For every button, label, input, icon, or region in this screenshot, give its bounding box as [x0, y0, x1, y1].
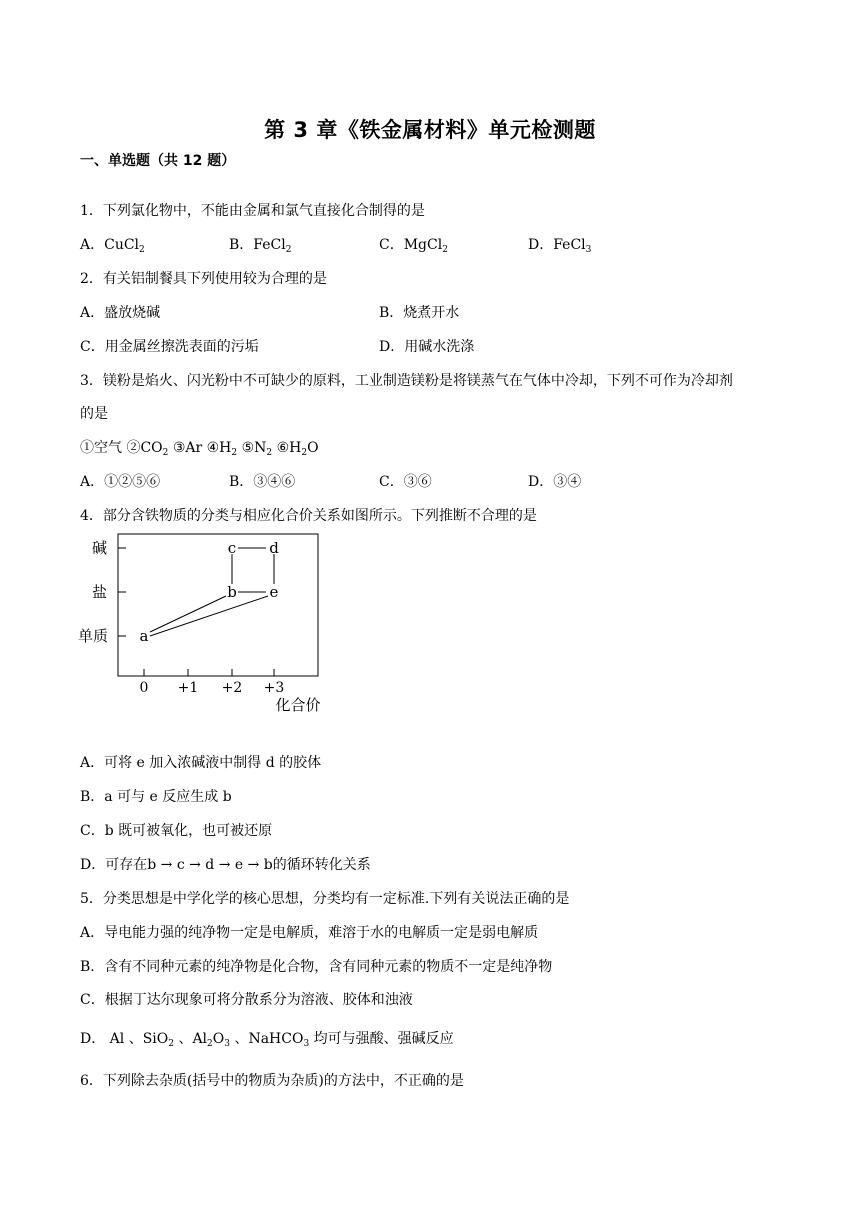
subscript: 2: [231, 448, 238, 458]
section-heading: 一、单选题（共 12 题）: [80, 153, 236, 169]
q2-option-d[interactable]: D．用碱水洗涤: [379, 339, 475, 355]
q3-option-d[interactable]: D．③④: [528, 474, 582, 490]
q1-option-c[interactable]: [379, 236, 448, 254]
q5-option-b[interactable]: B．含有不同种元素的纯净物是化合物，含有同种元素的物质不一定是纯净物: [80, 959, 553, 975]
q4-option-a[interactable]: A．可将 e 加入浓碱液中制得 d 的胶体: [80, 755, 322, 771]
q5-option-c[interactable]: C．根据丁达尔现象可将分散系分为溶液、胶体和浊液: [80, 992, 413, 1008]
point-c: c: [227, 539, 237, 557]
option-text: 、NaHCO: [230, 1031, 304, 1047]
subscript: 3: [303, 1039, 310, 1049]
subscript: 3: [224, 1039, 230, 1049]
list-text: ⑤N: [237, 440, 267, 456]
q5-option-d[interactable]: [80, 1030, 454, 1048]
x-axis-title: 化合价: [275, 696, 321, 714]
option-text: A．CuCl: [80, 237, 140, 253]
x-tick-label: 0: [139, 680, 149, 696]
subscript: 2: [285, 245, 292, 255]
option-text: D．FeCl: [528, 237, 586, 253]
option-text: C．MgCl: [379, 237, 443, 253]
point-d: d: [269, 539, 279, 557]
option-text: 的循环转化关系: [272, 857, 371, 873]
q4-option-b[interactable]: B．a 可与 e 反应生成 b: [80, 789, 232, 805]
edge-a-e: [150, 596, 268, 636]
q2-option-b[interactable]: B．烧煮开水: [379, 305, 460, 321]
question-4-stem: 4．部分含铁物质的分类与相应化合价关系如图所示。下列推断不合理的是: [80, 508, 537, 524]
subscript: 2: [139, 245, 145, 255]
q3-option-a[interactable]: A．①②⑤⑥: [80, 474, 161, 490]
q2-option-a[interactable]: A．盛放烧碱: [80, 305, 161, 321]
q5-option-a[interactable]: A．导电能力强的纯净物一定是电解质，难溶于水的电解质一定是弱电解质: [80, 925, 539, 941]
point-e: e: [269, 583, 279, 601]
q1-option-a[interactable]: [80, 236, 145, 254]
x-tick-label: +3: [263, 680, 285, 696]
question-2-stem: 2．有关铝制餐具下列使用较为合理的是: [80, 271, 327, 287]
q3-option-b[interactable]: B．③④⑥: [229, 474, 296, 490]
q3-option-c[interactable]: C．③⑥: [379, 474, 432, 490]
subscript: 2: [442, 245, 448, 255]
option-text: 均可与强酸、强碱反应: [309, 1031, 454, 1047]
question-3-stem-line1: 3．镁粉是焰火、闪光粉中不可缺少的原料，工业制造镁粉是将镁蒸气在气体中冷却，下列不可作为冷却剂: [80, 373, 733, 389]
y-label-element: 单质: [78, 627, 109, 645]
subscript: 2: [168, 1039, 174, 1049]
list-text: O: [307, 440, 319, 456]
subscript: 2: [162, 448, 169, 458]
q1-option-b[interactable]: [229, 236, 291, 254]
option-text: 、Al: [174, 1031, 208, 1047]
option-text: D． Al 、SiO: [80, 1031, 169, 1047]
list-text: ③Ar ④H: [168, 440, 232, 456]
subscript: 2: [266, 448, 273, 458]
q3-gas-list: [80, 439, 319, 457]
transformation-chain: b → c → d → e → b: [147, 857, 273, 873]
plot-frame: [118, 534, 318, 676]
option-text: O: [212, 1031, 225, 1047]
q2-option-c[interactable]: C．用金属丝擦洗表面的污垢: [80, 339, 259, 355]
subscript: 2: [207, 1039, 213, 1049]
q4-option-d[interactable]: [80, 856, 371, 874]
question-1-stem: 1．下列氯化物中，不能由金属和氯气直接化合制得的是: [80, 203, 425, 219]
option-text: D．可存在: [80, 857, 148, 873]
question-3-stem-line2: 的是: [80, 406, 108, 422]
q4-option-c[interactable]: C．b 既可被氧化，也可被还原: [80, 823, 273, 839]
y-label-salt: 盐: [92, 583, 108, 601]
x-tick-label: +2: [221, 680, 243, 696]
page-title: 第 3 章《铁金属材料》单元检测题: [264, 118, 596, 142]
point-a: a: [139, 627, 149, 645]
question-5-stem: 5．分类思想是中学化学的核心思想，分类均有一定标准.下列有关说法正确的是: [80, 891, 570, 907]
subscript: 3: [585, 245, 592, 255]
list-text: ⑥H: [272, 440, 302, 456]
option-text: B．FeCl: [229, 237, 286, 253]
point-b: b: [227, 583, 237, 601]
y-label-base: 碱: [92, 539, 108, 557]
question-6-stem: 6．下列除去杂质(括号中的物质为杂质)的方法中，不正确的是: [80, 1073, 464, 1089]
iron-valence-diagram: [78, 530, 338, 720]
list-text: ①空气 ②CO: [80, 440, 163, 456]
subscript: 2: [301, 448, 308, 458]
q1-option-d[interactable]: [528, 236, 591, 254]
x-tick-label: +1: [177, 680, 199, 696]
